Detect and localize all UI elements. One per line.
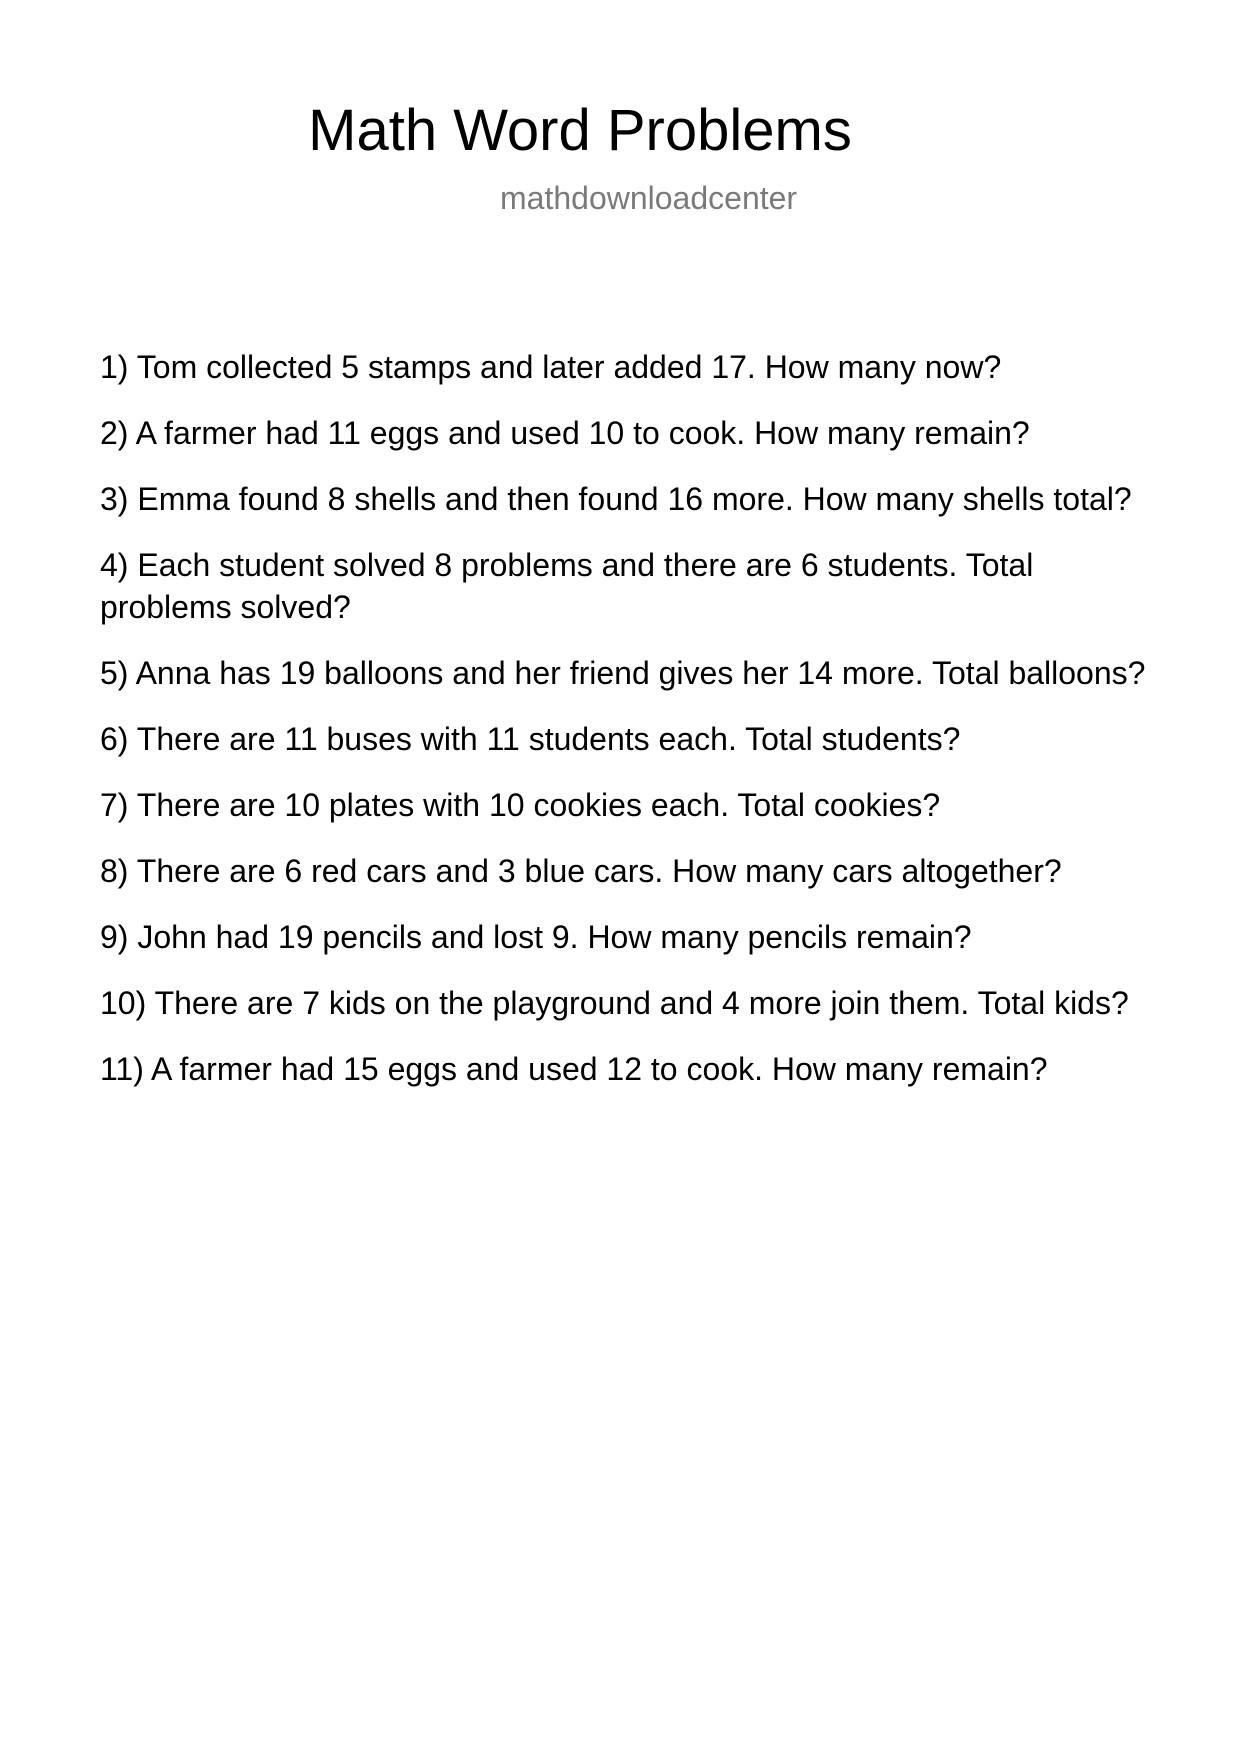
problem-item-3: 3) Emma found 8 shells and then found 16 more. How many shells total? [100,481,1132,517]
problem-item-9: 9) John had 19 pencils and lost 9. How many pencils remain? [100,919,972,955]
problem-item-5: 5) Anna has 19 balloons and her friend gives her 14 more. Total balloons? [100,655,1146,691]
problem-item-2: 2) A farmer had 11 eggs and used 10 to cook. How many remain? [100,415,1030,451]
problem-list [100,346,1150,1114]
problem-item-1: 1) Tom collected 5 stamps and later added 17. How many now? [100,349,1002,385]
page-title: Math Word Problems [308,98,852,163]
problem-item-7: 7) There are 10 plates with 10 cookies each. Total cookies? [100,787,941,823]
problem-item-6: 6) There are 11 buses with 11 students each. Total students? [100,721,961,757]
problem-item-10: 10) There are 7 kids on the playground and 4 more join them. Total kids? [100,985,1129,1021]
page-subtitle: mathdownloadcenter [500,180,798,216]
problem-item-8: 8) There are 6 red cars and 3 blue cars. How many cars altogether? [100,853,1062,889]
problem-item-4: 4) Each student solved 8 problems and there are 6 students. Total problems solved? [100,547,1034,625]
problem-item-11: 11) A farmer had 15 eggs and used 12 to cook. How many remain? [100,1051,1048,1087]
